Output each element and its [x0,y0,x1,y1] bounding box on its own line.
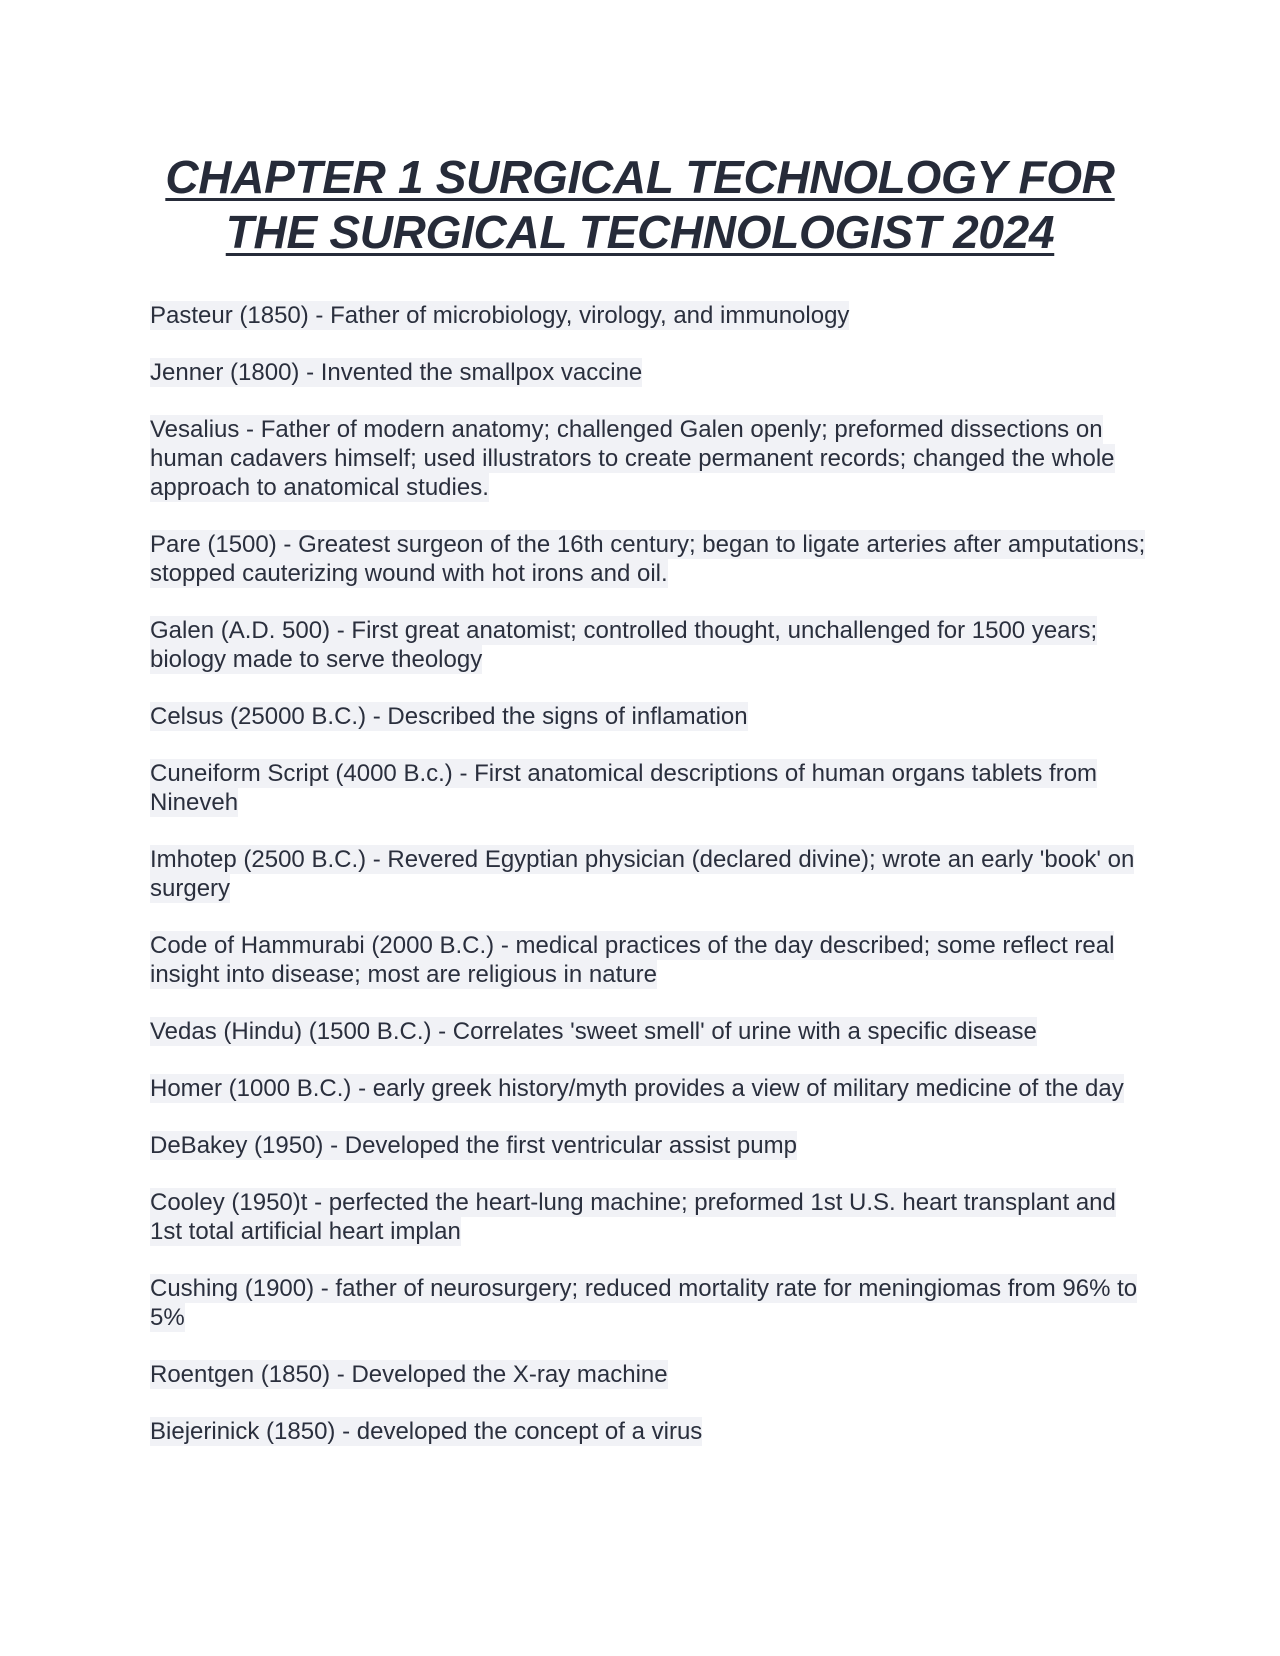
entry-text: Jenner (1800) - Invented the smallpox vaccine [150,359,643,386]
entry-text: Code of Hammurabi (2000 B.C.) - medical practices of the day described; some reflect real insight into disease; most are religious in nature [150,932,1115,988]
entry-text: Homer (1000 B.C.) - early greek history/myth provides a view of military medicine of the day [150,1075,1124,1102]
entry-text: Vedas (Hindu) (1500 B.C.) - Correlates 'sweet smell' of urine with a specific disease [150,1018,1037,1045]
list-item [150,358,1150,387]
list-item [150,1188,1150,1246]
entry-text: Roentgen (1850) - Developed the X-ray machine [150,1361,668,1388]
entry-text: Pasteur (1850) - Father of microbiology, virology, and immunology [150,302,850,329]
entry-text: Cushing (1900) - father of neurosurgery; reduced mortality rate for meningiomas from 96% to 5% [150,1275,1138,1331]
list-item [150,616,1150,674]
list-item [150,702,1150,731]
list-item [150,1274,1150,1332]
list-item [150,845,1150,903]
entry-text: Biejerinick (1850) - developed the concept of a virus [150,1418,703,1445]
entry-text: DeBakey (1950) - Developed the first ventricular assist pump [150,1132,797,1159]
list-item [150,1017,1150,1046]
list-item [150,1417,1150,1446]
entry-text: Cuneiform Script (4000 B.c.) - First anatomical descriptions of human organs tablets from Nineveh [150,760,1098,816]
entry-text: Pare (1500) - Greatest surgeon of the 16th century; began to ligate arteries after amputations; stopped cauterizing wound with hot irons and oil. [150,531,1146,587]
entry-text: Vesalius - Father of modern anatomy; challenged Galen openly; preformed dissections on human cadavers himself; used illustrators to create permanent records; changed the whole approach to anatomical studies. [150,416,1115,501]
list-item [150,1360,1150,1389]
list-item [150,1131,1150,1160]
entry-text: Galen (A.D. 500) - First great anatomist; controlled thought, unchallenged for 1500 years; biology made to serve theology [150,617,1098,673]
entry-list [150,301,1150,1474]
list-item [150,931,1150,989]
entry-text: Celsus (25000 B.C.) - Described the signs of inflamation [150,703,748,730]
list-item [150,415,1150,502]
entry-text: Cooley (1950)t - perfected the heart-lung machine; preformed 1st U.S. heart transplant and 1st total artificial heart implan [150,1189,1116,1245]
list-item [150,530,1150,588]
list-item [150,759,1150,817]
document-title: CHAPTER 1 SURGICAL TECHNOLOGY FOR THE SURGICAL TECHNOLOGIST 2024 [165,151,1115,258]
list-item [150,301,1150,330]
entry-text: Imhotep (2500 B.C.) - Revered Egyptian physician (declared divine); wrote an early 'book' on surgery [150,846,1135,902]
list-item [150,1074,1150,1103]
